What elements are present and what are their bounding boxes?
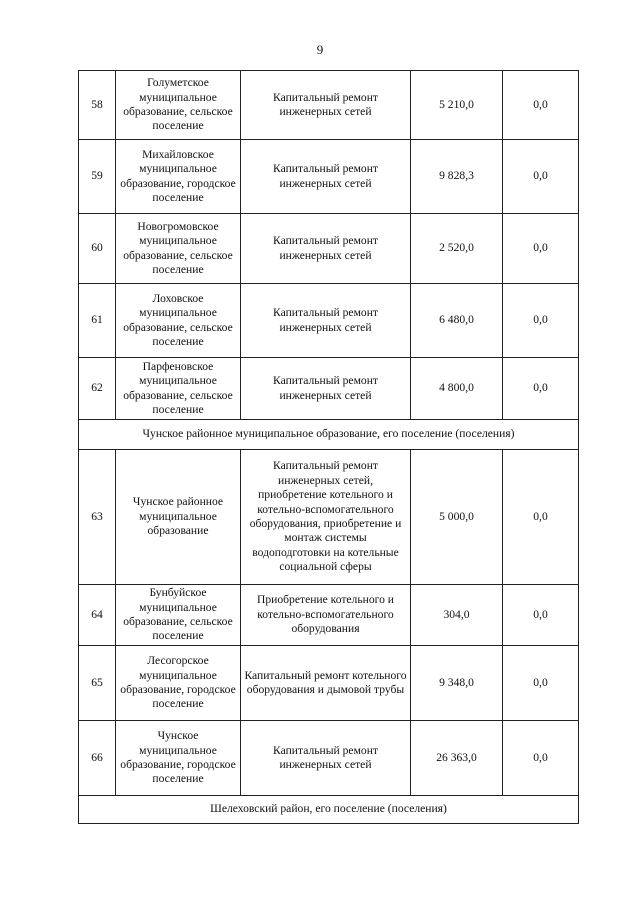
- table-row: [79, 358, 579, 420]
- row-number: 62: [79, 358, 116, 420]
- amount-value: 5 210,0: [411, 71, 503, 140]
- table-row: [79, 214, 579, 284]
- secondary-value: 0,0: [503, 721, 579, 796]
- section-title: Шелеховский район, его поселение (поселения): [79, 796, 579, 824]
- secondary-value: 0,0: [503, 284, 579, 358]
- table-row: [79, 140, 579, 214]
- secondary-value: 0,0: [503, 450, 579, 585]
- secondary-value: 0,0: [503, 140, 579, 214]
- table-row: [79, 585, 579, 646]
- row-number: 64: [79, 585, 116, 646]
- table-row: [79, 284, 579, 358]
- municipality-name: Новогромовское муниципальное образование, сельское поселение: [116, 214, 241, 284]
- table-row: [79, 721, 579, 796]
- funding-table: [78, 70, 579, 824]
- table-row: [79, 71, 579, 140]
- row-number: 65: [79, 646, 116, 721]
- row-number: 63: [79, 450, 116, 585]
- page-number: 9: [316, 42, 324, 57]
- section-title: Чунское районное муниципальное образование, его поселение (поселения): [79, 420, 579, 450]
- amount-value: 9 828,3: [411, 140, 503, 214]
- municipality-name: Лесогорское муниципальное образование, городское поселение: [116, 646, 241, 721]
- row-number: 66: [79, 721, 116, 796]
- amount-value: 2 520,0: [411, 214, 503, 284]
- work-description: Капитальный ремонт инженерных сетей: [241, 721, 411, 796]
- secondary-value: 0,0: [503, 585, 579, 646]
- amount-value: 4 800,0: [411, 358, 503, 420]
- municipality-name: Лоховское муниципальное образование, сельское поселение: [116, 284, 241, 358]
- municipality-name: Парфеновское муниципальное образование, сельское поселение: [116, 358, 241, 420]
- municipality-name: Голуметское муниципальное образование, сельское поселение: [116, 71, 241, 140]
- secondary-value: 0,0: [503, 71, 579, 140]
- municipality-name: Чунское муниципальное образование, городское поселение: [116, 721, 241, 796]
- secondary-value: 0,0: [503, 214, 579, 284]
- municipality-name: Михайловское муниципальное образование, городское поселение: [116, 140, 241, 214]
- row-number: 61: [79, 284, 116, 358]
- section-header-row: [79, 420, 579, 450]
- amount-value: 6 480,0: [411, 284, 503, 358]
- amount-value: 9 348,0: [411, 646, 503, 721]
- table-row: [79, 450, 579, 585]
- row-number: 59: [79, 140, 116, 214]
- work-description: Капитальный ремонт инженерных сетей, приобретение котельного и котельно-вспомогательного оборудования, приобретение и монтаж системы водоподготовки на котельные социальной сферы: [241, 450, 411, 585]
- secondary-value: 0,0: [503, 358, 579, 420]
- work-description: Капитальный ремонт инженерных сетей: [241, 71, 411, 140]
- municipality-name: Бунбуйское муниципальное образование, сельское поселение: [116, 585, 241, 646]
- amount-value: 5 000,0: [411, 450, 503, 585]
- work-description: Приобретение котельного и котельно-вспомогательного оборудования: [241, 585, 411, 646]
- table-row: [79, 646, 579, 721]
- municipality-name: Чунское районное муниципальное образование: [116, 450, 241, 585]
- work-description: Капитальный ремонт инженерных сетей: [241, 358, 411, 420]
- section-header-row: [79, 796, 579, 824]
- work-description: Капитальный ремонт инженерных сетей: [241, 214, 411, 284]
- amount-value: 304,0: [411, 585, 503, 646]
- work-description: Капитальный ремонт инженерных сетей: [241, 284, 411, 358]
- amount-value: 26 363,0: [411, 721, 503, 796]
- secondary-value: 0,0: [503, 646, 579, 721]
- work-description: Капитальный ремонт котельного оборудования и дымовой трубы: [241, 646, 411, 721]
- row-number: 58: [79, 71, 116, 140]
- work-description: Капитальный ремонт инженерных сетей: [241, 140, 411, 214]
- row-number: 60: [79, 214, 116, 284]
